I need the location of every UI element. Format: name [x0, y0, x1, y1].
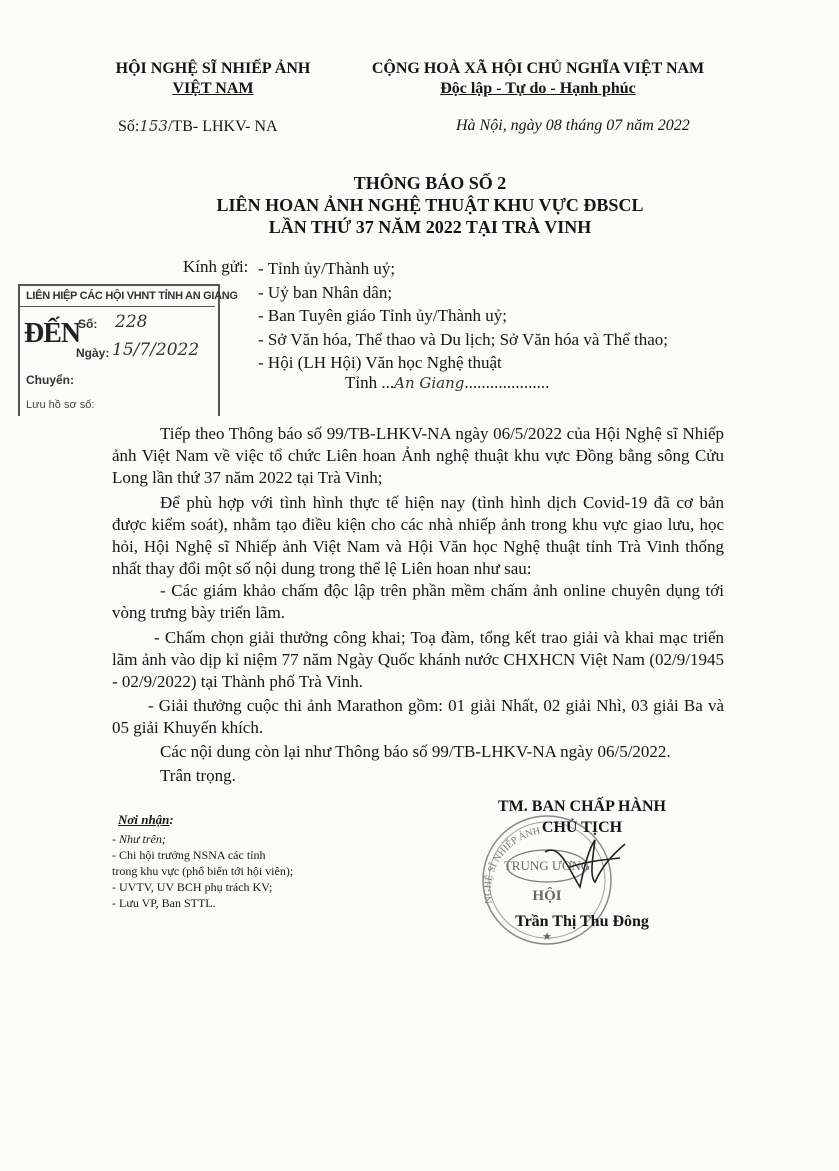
nation-header — [348, 60, 728, 98]
seal-ring-text: NGHỆ SĨ NHIẾP ẢNH — [482, 825, 542, 905]
stamp-ngay-handwritten: 15/7/2022 — [112, 340, 200, 360]
signer-name: Trần Thị Thu Đông — [515, 913, 649, 930]
title-line2: LIÊN HOAN ẢNH NGHỆ THUẬT KHU VỰC ĐBSCL — [216, 195, 644, 215]
stamp-chuyen-label: Chuyển: — [26, 373, 74, 387]
noi-nhan-text: Nơi nhận — [118, 812, 170, 827]
document-title — [150, 172, 710, 238]
noi-nhan-item: trong khu vực (phổ biến tới hội viên); — [112, 864, 294, 878]
seal-star-icon: ★ — [542, 931, 552, 943]
recipient-item: - Tỉnh ủy/Thành uỷ; — [258, 259, 396, 278]
province-dots-after: .................... — [464, 373, 550, 392]
seal-center-1: TRUNG ƯƠNG — [503, 858, 591, 873]
province-line — [345, 373, 549, 393]
doc-number — [118, 117, 278, 136]
title-line1: THÔNG BÁO SỐ 2 — [353, 173, 507, 193]
noi-nhan-item: - Như trên; — [112, 832, 166, 846]
signature-title: TM. BAN CHẤP HÀNH — [498, 798, 666, 815]
province-handwritten: An Giang — [394, 374, 465, 392]
stamp-ngay-label: Ngày: — [76, 346, 110, 360]
stamp-org: LIÊN HIỆP CÁC HỘI VHNT TỈNH AN GIANG — [26, 290, 238, 302]
stamp-luu-label: Lưu hồ sơ số: — [26, 399, 95, 411]
recipient-item: - Sở Văn hóa, Thể thao và Du lịch; Sở Văn hóa và Thể thao; — [258, 329, 669, 349]
seal-center-2: HỘI — [532, 888, 562, 904]
bullet-2: - Chấm chọn giải thưởng công khai; Toạ đàm, tổng kết trao giải và khai mạc triển lãm ảnh vào dịp kỉ niệm 77 năm Ngày Quốc khánh nước CHXHCN Việt Nam (02/9/1945 - 02/9/2022) tại Thành phố Trà Vinh. — [112, 628, 724, 691]
place-date: Hà Nội, ngày 08 tháng 07 năm 2022 — [456, 117, 690, 134]
doc-number-suffix: /TB- LHKV- NA — [167, 118, 278, 135]
bullet-1: - Các giám khảo chấm độc lập trên phần mềm chấm ảnh online chuyên dụng tới vòng trưng bày triển lãm. — [112, 581, 724, 622]
noi-nhan-item: - Chi hội trưởng NSNA các tỉnh — [112, 848, 266, 862]
paragraph-2: Để phù hợp với tình hình thực tế hiện nay (tình hình dịch Covid-19 đã cơ bản được kiểm soát), nhằm tạo điều kiện cho các nhà nhiếp ảnh trong khu vực giao lưu, học hỏi, Hội Nghệ sĩ Nhiếp ảnh Việt Nam và Hội Văn học Nghệ thuật tỉnh Trà Vinh thống nhất thay đổi một số nội dung trong thể lệ Liên hoan như sau: — [112, 493, 724, 578]
stamp-den: ĐẾN — [24, 318, 81, 349]
recipient-item: - Ban Tuyên giáo Tỉnh ủy/Thành uỷ; — [258, 306, 508, 325]
bullet-3: - Giải thưởng cuộc thi ảnh Marathon gồm: 01 giải Nhất, 02 giải Nhì, 03 giải Ba và 05 giải Khuyến khích. — [112, 696, 724, 737]
noi-nhan-label — [118, 812, 174, 828]
motto: Độc lập - Tự do - Hạnh phúc — [440, 80, 636, 97]
nation-name: CỘNG HOÀ XÃ HỘI CHỦ NGHĨA VIỆT NAM — [371, 60, 705, 77]
doc-number-prefix: Số: — [118, 118, 140, 135]
doc-number-handwritten: 153 — [139, 117, 168, 135]
recipients-label: Kính gửi: — [183, 257, 249, 276]
province-dots-before: ... — [381, 373, 395, 392]
handwritten-signature — [540, 832, 630, 902]
org-name — [98, 60, 328, 98]
paragraph-1: Tiếp theo Thông báo số 99/TB-LHKV-NA ngày 06/5/2022 của Hội Nghệ sĩ Nhiếp ảnh Việt Nam về việc tổ chức Liên hoan Ảnh nghệ thuật khu vực Đồng bằng sông Cửu Long lần thứ 37 năm 2022 tại Trà Vinh; — [112, 424, 724, 487]
noi-nhan-colon: : — [169, 812, 174, 827]
stamp-so-label: Số: — [78, 317, 98, 331]
province-label: Tỉnh — [345, 373, 378, 392]
stamp-divider — [20, 306, 215, 307]
stamp-so-handwritten: 228 — [115, 312, 148, 332]
noi-nhan-list — [112, 831, 293, 911]
title-line3: LẦN THỨ 37 NĂM 2022 TẠI TRÀ VINH — [268, 217, 592, 237]
noi-nhan-item: - UVTV, UV BCH phụ trách KV; — [112, 880, 273, 894]
noi-nhan-item: - Lưu VP, Ban STTL. — [112, 896, 216, 910]
recipients-list — [258, 257, 668, 375]
recipient-item: - Uỷ ban Nhân dân; — [258, 282, 393, 302]
paragraph-3: Các nội dung còn lại như Thông báo số 99/TB-LHKV-NA ngày 06/5/2022. — [160, 742, 671, 761]
org-name-line2: VIỆT NAM — [172, 80, 254, 97]
recipient-item: - Hội (LH Hội) Văn học Nghệ thuật — [258, 353, 502, 372]
org-name-line1: HỘI NGHỆ SĨ NHIẾP ẢNH — [115, 60, 311, 77]
signature-role: CHỦ TỊCH — [541, 819, 623, 836]
closing: Trân trọng. — [160, 766, 236, 785]
